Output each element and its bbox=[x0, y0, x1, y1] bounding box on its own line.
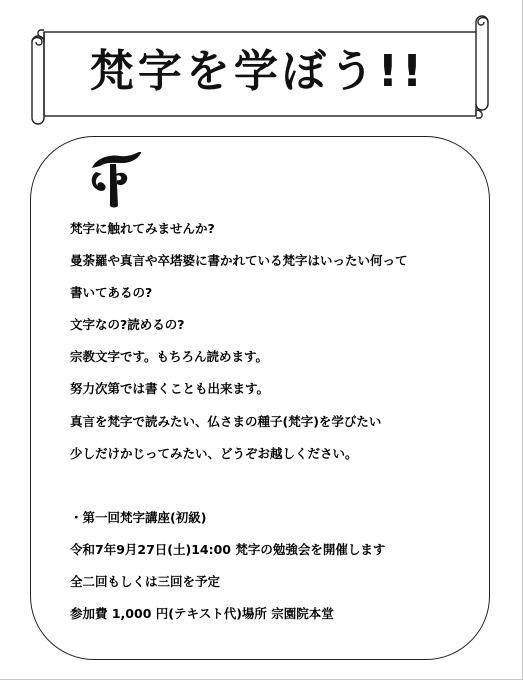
intro-line: 文字なの?読めるの? bbox=[70, 317, 185, 333]
event-sessions-line: 全二回もしくは三回を予定 bbox=[70, 573, 221, 589]
intro-line: 真言を梵字で読みたい、仏さまの種子(梵字)を学びたい bbox=[70, 413, 382, 429]
body-text bbox=[70, 219, 490, 636]
title-scroll-banner bbox=[28, 14, 492, 130]
intro-line: 梵字に触れてみませんか? bbox=[70, 221, 215, 236]
section-spacer bbox=[70, 476, 490, 508]
event-date-line: 令和7年9月27日(土)14:00 梵字の勉強会を開催します bbox=[70, 541, 386, 557]
intro-line: 努力次第では書くことも出来ます。 bbox=[70, 381, 270, 397]
intro-line: 宗教文字です。もちろん読めます。 bbox=[70, 349, 269, 365]
intro-line: 少しだけかじってみたい、どうぞお越しください。 bbox=[70, 445, 358, 461]
intro-line: 曼荼羅や真言や卒塔婆に書かれている梵字はいったい何って bbox=[70, 253, 408, 269]
intro-line: 書いてあるの? bbox=[70, 285, 153, 301]
event-heading: ・第一回梵字講座(初級) bbox=[70, 509, 207, 525]
siddham-a-icon bbox=[86, 152, 146, 208]
page-title: 梵字を学ぼう!! bbox=[89, 46, 427, 97]
event-fee-location-line: 参加費 1,000 円(テキスト代)場所 宗園院本堂 bbox=[70, 606, 334, 622]
